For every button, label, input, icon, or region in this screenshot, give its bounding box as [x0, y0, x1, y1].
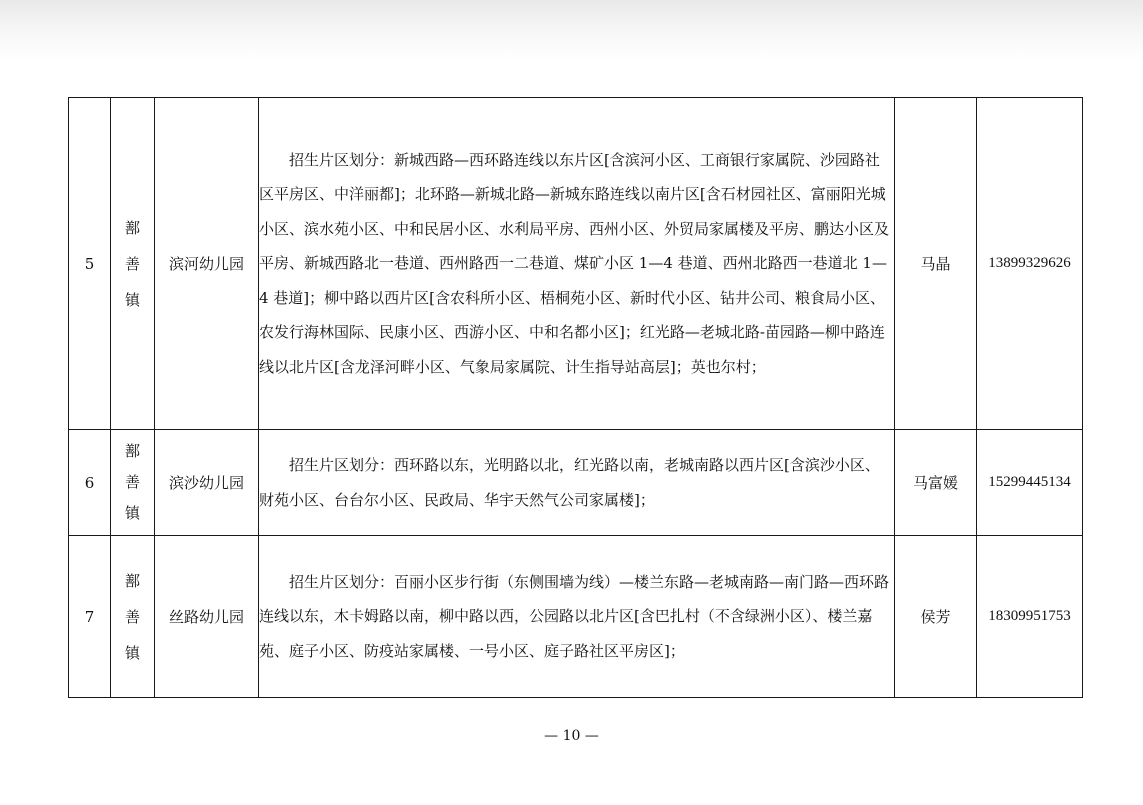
- phone-number: 13899329626: [977, 98, 1083, 430]
- zone-description-cell: [259, 98, 895, 430]
- contact-person: 马富媛: [895, 430, 977, 536]
- kindergarten-name: 滨沙幼儿园: [155, 430, 259, 536]
- town-char: 鄯: [124, 571, 140, 590]
- scan-shadow: [0, 0, 1143, 60]
- town-cell: [111, 536, 155, 698]
- town-char: 镇: [124, 290, 140, 309]
- zone-description-cell: [259, 430, 895, 536]
- phone-number: 18309951753: [977, 536, 1083, 698]
- row-number: 5: [69, 98, 111, 430]
- table-row: [69, 98, 1083, 430]
- town-char: 善: [124, 254, 140, 273]
- kindergarten-name: 丝路幼儿园: [155, 536, 259, 698]
- zone-description: 招生片区划分：西环路以东，光明路以北，红光路以南，老城南路以西片区[含滨沙小区、财苑小区、台台尔小区、民政局、华宇天然气公司家属楼]；: [259, 456, 880, 509]
- town-char: 鄯: [124, 218, 140, 237]
- town-char: 善: [124, 473, 140, 491]
- town-char: 善: [124, 607, 140, 626]
- row-number: 7: [69, 536, 111, 698]
- phone-number: 15299445134: [977, 430, 1083, 536]
- contact-person: 侯芳: [895, 536, 977, 698]
- table-row: [69, 536, 1083, 698]
- zone-description-cell: [259, 536, 895, 698]
- contact-person: 马晶: [895, 98, 977, 430]
- town-char: 镇: [124, 504, 140, 522]
- town-char: 镇: [124, 643, 140, 662]
- town-cell: [111, 430, 155, 536]
- zone-description: 招生片区划分：新城西路—西环路连线以东片区[含滨河小区、工商银行家属院、沙园路社区平房区、中洋丽都]；北环路—新城北路—新城东路连线以南片区[含石材园社区、富丽阳光城小区、滨水苑小区、中和民居小区、水利局平房、西州小区、外贸局家属楼及平房、鹏达小区及平房、新城西路北一巷道、西州路西一二巷道、煤矿小区 1—4 巷道、西州北路西一巷道北 1—4 巷道]；柳中路以西片区[含农科所小区、梧桐苑小区、新时代小区、钻井公司、粮食局小区、农发行海林国际、民康小区、西游小区、中和名都小区]；红光路—老城北路-苗园路—柳中路连线以北片区[含龙泽河畔小区、气象局家属院、计生指导站高层]；英也尔村；: [259, 150, 890, 376]
- table-row: [69, 430, 1083, 536]
- kindergarten-name: 滨河幼儿园: [155, 98, 259, 430]
- enrollment-zone-table: [68, 97, 1083, 698]
- row-number: 6: [69, 430, 111, 536]
- town-char: 鄯: [124, 442, 140, 460]
- zone-description: 招生片区划分：百丽小区步行街（东侧围墙为线）—楼兰东路—老城南路—南门路—西环路连线以东，木卡姆路以南，柳中路以西，公园路以北片区[含巴扎村（不含绿洲小区）、楼兰嘉苑、庭子小区、防疫站家属楼、一号小区、庭子路社区平房区]；: [259, 572, 890, 660]
- page-number: — 10 —: [544, 728, 599, 744]
- town-cell: [111, 98, 155, 430]
